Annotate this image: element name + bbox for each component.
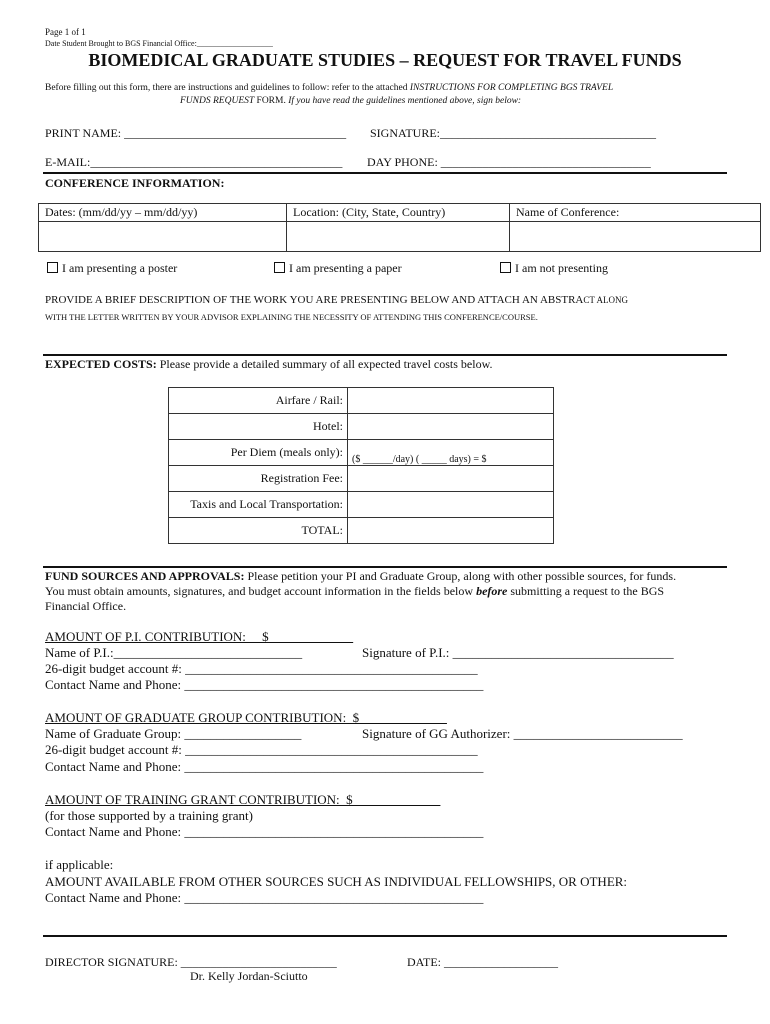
director-name: Dr. Kelly Jordan-Sciutto <box>190 969 308 983</box>
col-location: Location: (City, State, Country) <box>287 204 510 222</box>
taxis-label: Taxis and Local Transportation: <box>169 492 348 518</box>
option-poster-label: I am presenting a poster <box>62 261 178 275</box>
tg-amount-field[interactable]: AMOUNT OF TRAINING GRANT CONTRIBUTION: $ <box>45 792 441 807</box>
option-not-presenting[interactable] <box>500 261 608 276</box>
hotel-input[interactable] <box>348 414 554 440</box>
description-line-1 <box>45 294 628 306</box>
pi-budget-field[interactable]: 26-digit budget account #: _____________________________________________ <box>45 661 478 676</box>
costs-heading-rest: Please provide a detailed summary of all expected travel costs below. <box>156 357 493 371</box>
divider <box>43 935 727 937</box>
gg-amount-field[interactable]: AMOUNT OF GRADUATE GROUP CONTRIBUTION: $ <box>45 710 447 725</box>
registration-input[interactable] <box>348 466 554 492</box>
total-input[interactable] <box>348 518 554 544</box>
per-diem-input[interactable] <box>348 440 554 466</box>
intro-form: FORM. <box>254 96 289 106</box>
total-label: TOTAL: <box>169 518 348 544</box>
tg-note: (for those supported by a training grant) <box>45 808 253 823</box>
gg-contact-field[interactable]: Contact Name and Phone: ______________________________________________ <box>45 759 484 774</box>
funds-line-2 <box>45 584 664 599</box>
signature-field[interactable]: SIGNATURE:____________________________________ <box>370 126 657 140</box>
option-paper-label: I am presenting a paper <box>289 261 402 275</box>
director-signature-field[interactable]: DIRECTOR SIGNATURE: __________________________ <box>45 955 337 969</box>
intro-sign-below: If you have read the guidelines mentioned above, sign below: <box>288 96 522 106</box>
intro-funds-request: FUNDS REQUEST <box>180 96 255 106</box>
other-contact-field[interactable]: Contact Name and Phone: ______________________________________________ <box>45 890 484 905</box>
option-poster[interactable] <box>47 261 177 276</box>
other-amount-label: AMOUNT AVAILABLE FROM OTHER SOURCES SUCH AS INDIVIDUAL FELLOWSHIPS, OR OTHER: <box>45 874 628 889</box>
col-dates: Dates: (mm/dd/yy – mm/dd/yy) <box>39 204 287 222</box>
gg-budget-field[interactable]: 26-digit budget account #: _____________________________________________ <box>45 742 478 757</box>
checkbox-icon[interactable] <box>47 262 58 273</box>
gg-name-field[interactable]: Name of Graduate Group: __________________ <box>45 726 302 741</box>
funds-line-2-c: submitting a request to the BGS <box>507 584 665 598</box>
option-none-label: I am not presenting <box>515 261 608 275</box>
intro-line-2 <box>180 96 521 106</box>
tg-contact-field[interactable]: Contact Name and Phone: ______________________________________________ <box>45 824 484 839</box>
conference-heading: CONFERENCE INFORMATION: <box>45 176 225 190</box>
pi-signature-field[interactable]: Signature of P.I.: __________________________________ <box>362 645 674 660</box>
email-field[interactable]: E-MAIL:__________________________________________ <box>45 155 343 169</box>
table-row <box>169 440 554 466</box>
divider <box>43 172 727 174</box>
intro-instructions-ref: INSTRUCTIONS FOR COMPLETING BGS TRAVEL <box>409 83 614 93</box>
funds-heading-rest: Please petition your PI and Graduate Group, along with other possible sources, for funds. <box>244 569 677 583</box>
funds-heading <box>45 569 676 584</box>
checkbox-icon[interactable] <box>274 262 285 273</box>
gg-signature-field[interactable]: Signature of GG Authorizer: __________________________ <box>362 726 683 741</box>
table-row <box>169 466 554 492</box>
conference-name-input[interactable] <box>510 222 761 252</box>
description-line-2: WITH THE LETTER WRITTEN BY YOUR ADVISOR EXPLAINING THE NECESSITY OF ATTENDING THIS CONFERENCE/COURSE. <box>45 312 538 322</box>
other-if-applicable: if applicable: <box>45 857 114 872</box>
print-name-field[interactable]: PRINT NAME: _____________________________________ <box>45 126 347 140</box>
funds-line-3: Financial Office. <box>45 599 127 613</box>
director-date-field[interactable]: DATE: ___________________ <box>407 955 558 969</box>
costs-heading-label: EXPECTED COSTS: <box>45 357 157 371</box>
funds-before: before <box>476 584 508 598</box>
intro-text: Before filling out this form, there are instructions and guidelines to follow: refer to the attached <box>45 83 410 93</box>
description-text-a: PROVIDE A BRIEF DESCRIPTION OF THE WORK YOU ARE PRESENTING BELOW AND ATTACH AN ABSTRA <box>45 294 584 306</box>
option-paper[interactable] <box>274 261 402 276</box>
funds-line-2-a: You must obtain amounts, signatures, and budget account information in the fields below <box>45 584 477 598</box>
funds-heading-label: FUND SOURCES AND APPROVALS: <box>45 569 245 583</box>
checkbox-icon[interactable] <box>500 262 511 273</box>
form-title: BIOMEDICAL GRADUATE STUDIES – REQUEST FOR TRAVEL FUNDS <box>88 50 682 70</box>
divider <box>43 566 727 568</box>
table-row <box>169 414 554 440</box>
dates-input[interactable] <box>39 222 287 252</box>
intro-line-1 <box>45 83 613 93</box>
registration-label: Registration Fee: <box>169 466 348 492</box>
pi-name-field[interactable]: Name of P.I.:_____________________________ <box>45 645 303 660</box>
airfare-input[interactable] <box>348 388 554 414</box>
costs-table <box>168 387 554 544</box>
hotel-label: Hotel: <box>169 414 348 440</box>
pi-contact-field[interactable]: Contact Name and Phone: ______________________________________________ <box>45 677 484 692</box>
conference-table <box>38 203 761 252</box>
location-input[interactable] <box>287 222 510 252</box>
divider <box>43 354 727 356</box>
taxis-input[interactable] <box>348 492 554 518</box>
description-text-b: CT ALONG <box>583 295 628 305</box>
costs-heading <box>45 357 492 372</box>
table-row <box>169 388 554 414</box>
date-brought-field[interactable]: Date Student Brought to BGS Financial Office:___________________ <box>45 39 273 48</box>
page-number: Page 1 of 1 <box>45 27 86 37</box>
pi-amount-field[interactable]: AMOUNT OF P.I. CONTRIBUTION: $ <box>45 629 354 644</box>
table-row <box>169 518 554 544</box>
table-row <box>169 492 554 518</box>
per-diem-calc: ($ ______/day) ( _____ days) = $ <box>352 454 487 465</box>
day-phone-field[interactable]: DAY PHONE: ___________________________________ <box>367 155 651 169</box>
col-conference-name: Name of Conference: <box>510 204 761 222</box>
airfare-label: Airfare / Rail: <box>169 388 348 414</box>
per-diem-label: Per Diem (meals only): <box>169 440 348 466</box>
